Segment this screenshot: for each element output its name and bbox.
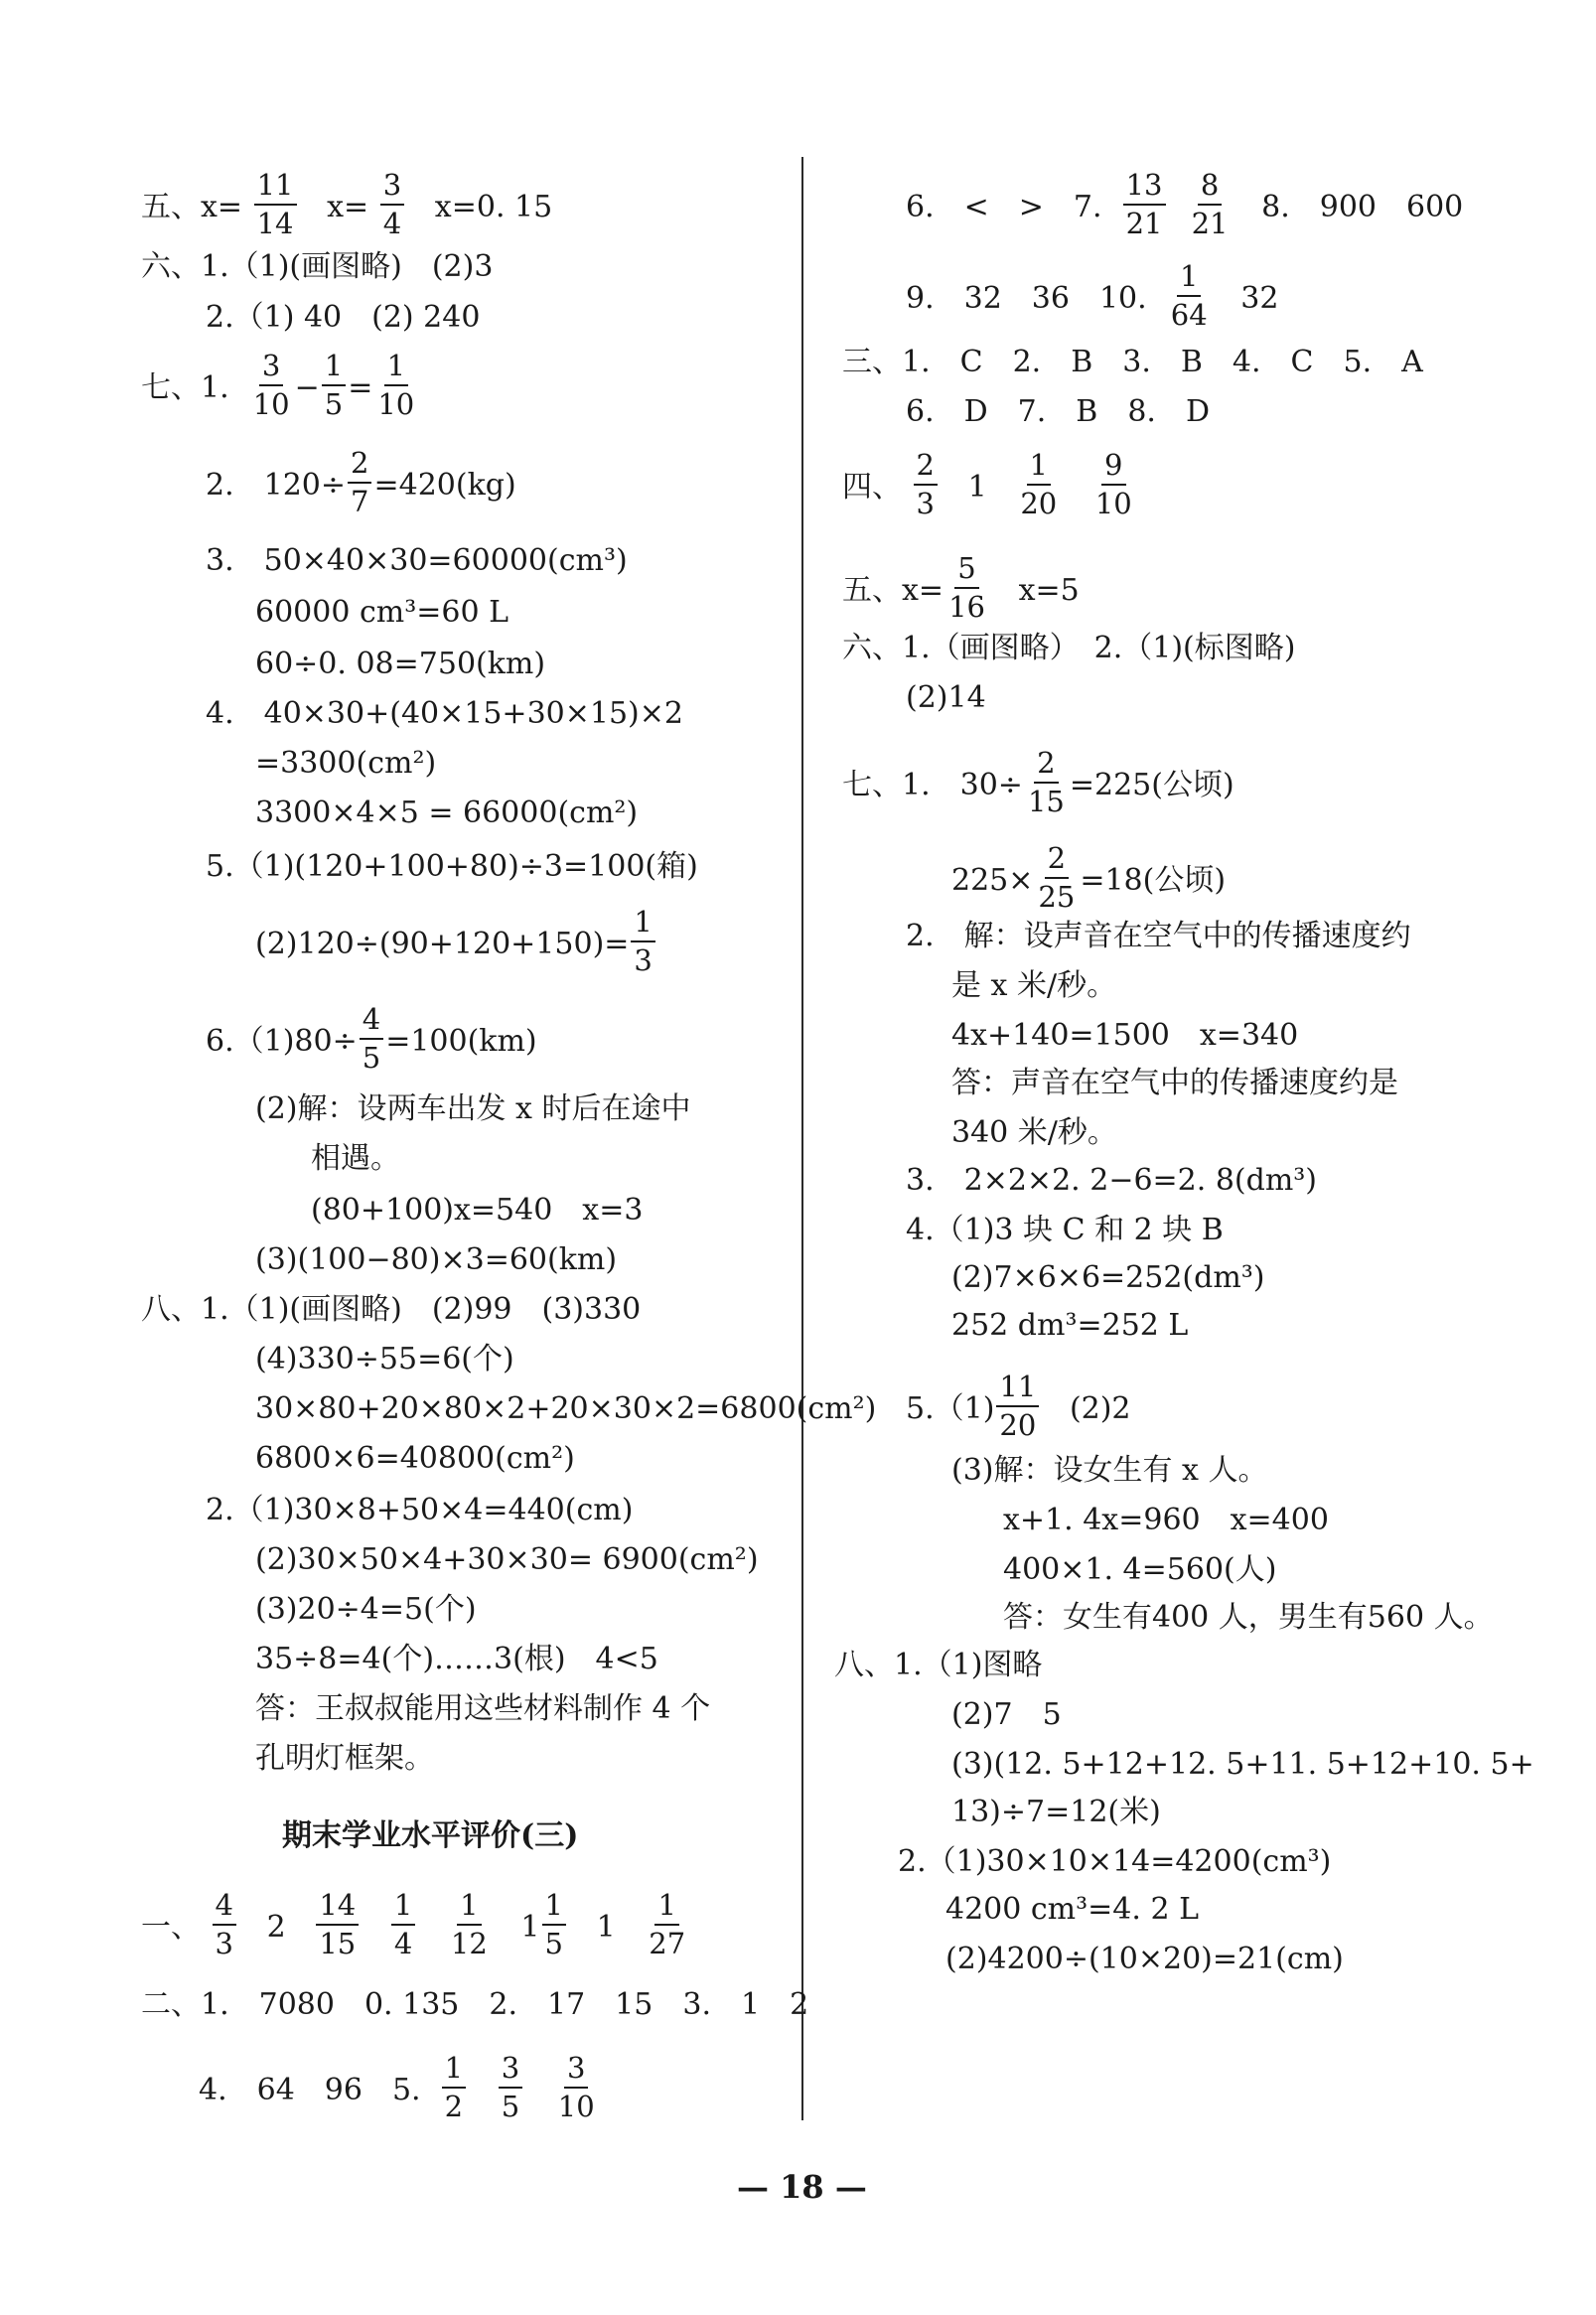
answer-line: 答：王叔叔能用这些材料制作 4 个 <box>255 1691 711 1726</box>
text: 四、 <box>842 470 902 505</box>
text: 1 <box>520 1910 540 1945</box>
answer-line: 2.（1)30×10×14=4200(cm³) <box>898 1844 1332 1879</box>
text: 一、 <box>141 1910 201 1945</box>
text: 1 <box>967 470 987 505</box>
answer-line: 是 x 米/秒。 <box>951 968 1117 1003</box>
answer-line <box>141 168 553 242</box>
answer-line: (2)7×6×6=252(dm³) <box>951 1260 1265 1295</box>
text: 32 <box>1240 281 1279 316</box>
answer-line <box>951 841 1227 916</box>
fraction: $\frac{1}{12}$ <box>450 1888 488 1960</box>
text: 6.（1)80÷ <box>206 1024 358 1059</box>
answer-line: 60÷0. 08=750(km) <box>255 647 546 681</box>
answer-line <box>255 905 657 979</box>
answer-line <box>842 746 1234 820</box>
answer-line <box>842 551 1080 626</box>
text: 5.（1) <box>906 1391 995 1426</box>
fraction: $\frac{3}{4}$ <box>380 171 404 238</box>
fraction: $\frac{4}{3}$ <box>213 1891 236 1958</box>
text: (2)120÷(90+120+150)= <box>255 927 630 961</box>
fraction: $\frac{3}{10}$ <box>557 2051 595 2123</box>
text: 4. 64 96 5. <box>199 2073 421 2107</box>
fraction: $\frac{5}{16}$ <box>948 551 985 624</box>
answer-line <box>842 448 1137 522</box>
fraction: $\frac{3}{5}$ <box>499 2054 522 2121</box>
text: x=0. 15 <box>434 190 553 224</box>
fraction: $\frac{11}{14}$ <box>254 171 297 238</box>
answer-line: 3300×4×5 = 66000(cm²) <box>255 796 639 830</box>
answer-line <box>906 1370 1131 1444</box>
answer-line: 5.（1)(120+100+80)÷3=100(箱) <box>206 849 698 884</box>
answer-line: (3)(12. 5+12+12. 5+11. 5+12+10. 5+ <box>951 1747 1534 1782</box>
answer-line: (80+100)x=540 x=3 <box>311 1193 644 1228</box>
text: =420(kg) <box>373 468 516 503</box>
answer-line: 400×1. 4=560(人) <box>1003 1552 1277 1587</box>
answer-line: (3)20÷4=5(个) <box>255 1592 477 1627</box>
answer-line: 4. 40×30+(40×15+30×15)×2 <box>206 696 683 731</box>
answer-line: 252 dm³=252 L <box>951 1308 1189 1343</box>
answer-line <box>199 2051 600 2125</box>
answer-line: 340 米/秒。 <box>951 1115 1117 1150</box>
answer-line: 4.（1)3 块 C 和 2 块 B <box>906 1213 1224 1247</box>
answer-line: (2)14 <box>906 680 986 715</box>
text: 七、1. 30÷ <box>842 768 1023 802</box>
answer-line: (2)7 5 <box>951 1697 1062 1732</box>
answer-line: 2.（1)30×8+50×4=440(cm) <box>206 1493 634 1527</box>
answer-line <box>906 168 1464 242</box>
answer-line <box>141 1888 690 1962</box>
fraction: $\frac{1}{4}$ <box>391 1891 415 1958</box>
answer-line: 4200 cm³=4. 2 L <box>945 1892 1199 1927</box>
column-divider <box>801 157 803 2120</box>
answer-line: 相遇。 <box>311 1141 400 1176</box>
answer-line: 6. D 7. B 8. D <box>906 394 1211 429</box>
fraction: $\frac{2}{3}$ <box>914 451 938 518</box>
text: 9. 32 36 10. <box>906 281 1147 316</box>
answer-line: 3. 2×2×2. 2−6=2. 8(dm³) <box>906 1163 1318 1198</box>
text: 五、x= <box>141 190 243 224</box>
answer-line: x+1. 4x=960 x=400 <box>1003 1503 1329 1537</box>
text: (2)2 <box>1069 1391 1131 1426</box>
answer-line: 6800×6=40800(cm²) <box>255 1441 575 1476</box>
fraction: $\frac{1}{27}$ <box>649 1888 686 1960</box>
answer-line: 三、1. C 2. B 3. B 4. C 5. A <box>842 345 1423 379</box>
fraction: $\frac{1}{64}$ <box>1170 259 1208 332</box>
answer-line <box>206 1002 537 1077</box>
text: 8. 900 600 <box>1261 190 1464 224</box>
fraction: $\frac{1}{2}$ <box>442 2054 466 2121</box>
answer-line: 4x+140=1500 x=340 <box>951 1018 1299 1053</box>
fraction: $\frac{8}{21}$ <box>1191 168 1229 240</box>
answer-line: 60000 cm³=60 L <box>255 595 509 630</box>
fraction: $\frac{1}{20}$ <box>1020 448 1058 520</box>
answer-line: 13)÷7=12(米) <box>951 1795 1161 1829</box>
answer-line: 3. 50×40×30=60000(cm³) <box>206 543 628 578</box>
answer-line <box>206 446 516 520</box>
answer-line: (2)4200÷(10×20)=21(cm) <box>945 1942 1344 1976</box>
answer-line: (4)330÷55=6(个) <box>255 1342 514 1376</box>
text: 2. 120÷ <box>206 468 347 503</box>
answer-line: 孔明灯框架。 <box>255 1741 434 1776</box>
answer-line: 30×80+20×80×2+20×30×2=6800(cm²) <box>255 1391 877 1426</box>
answer-line: =3300(cm²) <box>255 746 437 781</box>
text: x=5 <box>1018 573 1080 608</box>
answer-line: 2.（1) 40 (2) 240 <box>206 300 481 335</box>
text: 225× <box>951 863 1034 898</box>
answer-line: (2)30×50×4+30×30= 6900(cm²) <box>255 1542 759 1577</box>
fraction: $\frac{2}{25}$ <box>1038 841 1076 914</box>
answer-line: 八、1.（1)(画图略) (2)99 (3)330 <box>141 1292 642 1327</box>
answer-line: 六、1.（画图略） 2.（1)(标图略) <box>842 631 1296 665</box>
page-number: — 18 — <box>737 2168 867 2206</box>
fraction: $\frac{2}{7}$ <box>348 449 371 516</box>
section-title: 期末学业水平评价(三) <box>282 1818 579 1853</box>
fraction: $\frac{9}{10}$ <box>1094 448 1132 520</box>
fraction: $\frac{3}{10}$ <box>252 349 290 421</box>
answer-line: 八、1.（1)图略 <box>834 1648 1043 1682</box>
fraction: $\frac{1}{5}$ <box>542 1891 566 1958</box>
fraction: $\frac{1}{3}$ <box>631 908 654 975</box>
answer-line: 35÷8=4(个)……3(根) 4<5 <box>255 1642 658 1676</box>
text: 1 <box>596 1910 616 1945</box>
text: 五、x= <box>842 573 944 608</box>
text: x= <box>327 190 369 224</box>
answer-line: 答：女生有400 人，男生有560 人。 <box>1003 1600 1494 1635</box>
fraction: $\frac{1}{10}$ <box>377 349 415 421</box>
answer-line: (3)(100−80)×3=60(km) <box>255 1242 618 1277</box>
fraction: $\frac{14}{15}$ <box>316 1891 359 1958</box>
text: 七、1. <box>141 370 229 405</box>
fraction: $\frac{13}{21}$ <box>1123 171 1166 238</box>
answer-line: (2)解：设两车出发 x 时后在途中 <box>255 1091 691 1126</box>
answer-line: 二、1. 7080 0. 135 2. 17 15 3. 1 2 <box>141 1987 809 2022</box>
text: =100(km) <box>385 1024 537 1059</box>
answer-line: 答：声音在空气中的传播速度约是 <box>951 1066 1398 1100</box>
text: 2 <box>266 1910 286 1945</box>
answer-line <box>141 349 419 423</box>
answer-line: 六、1.（1)(画图略) (2)3 <box>141 249 494 284</box>
fraction: $\frac{4}{5}$ <box>360 1005 383 1073</box>
text: = <box>348 370 373 405</box>
answer-line <box>906 259 1279 334</box>
text: =18(公顷) <box>1080 863 1227 898</box>
text: 6. < > 7. <box>906 190 1102 224</box>
fraction: $\frac{1}{5}$ <box>322 352 346 419</box>
fraction: $\frac{11}{20}$ <box>996 1373 1039 1440</box>
answer-line: 2. 解：设声音在空气中的传播速度约 <box>906 919 1411 953</box>
text: =225(公顷) <box>1069 768 1234 802</box>
fraction: $\frac{2}{15}$ <box>1027 746 1065 818</box>
answer-line: (3)解：设女生有 x 人。 <box>951 1453 1268 1488</box>
text: − <box>294 370 320 405</box>
